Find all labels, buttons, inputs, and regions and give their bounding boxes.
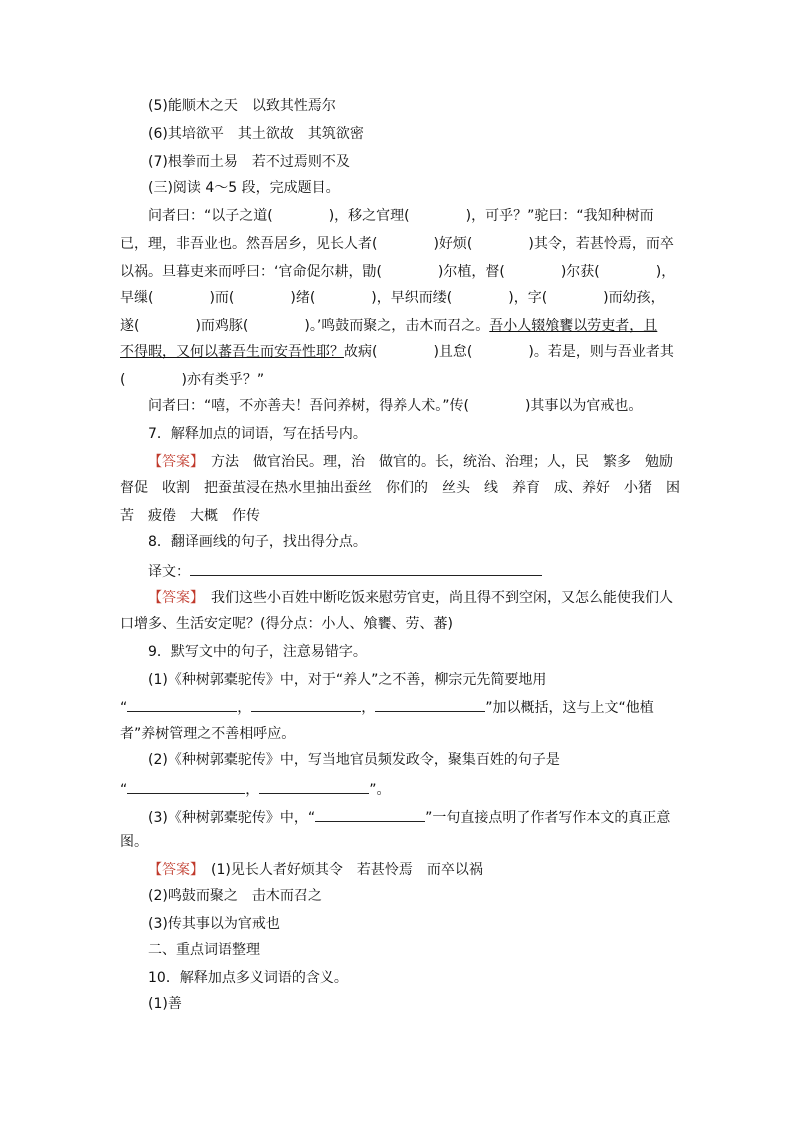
question-item-7: (7)根拳而土易 若不过焉则不及 (148, 154, 350, 170)
passage-line (120, 342, 680, 362)
answer-line: (2)鸣鼓而聚之 击木而召之 (148, 888, 322, 904)
passage-line (120, 316, 680, 336)
fill-blank-line: 图。 (120, 834, 148, 850)
underlined-sentence: 不得暇，又何以蕃吾生而安吾性耶？ (120, 344, 344, 360)
sub-question-1: (1)善 (148, 996, 182, 1012)
passage-line: 早缫( )而( )绪( )，早织而缕( )，字( )而幼孩， (120, 290, 665, 306)
underlined-sentence: 吾小人辍飧饔以劳吏者，且 (489, 318, 658, 334)
answer-text: 方法 做官治民。理，治 做官的。长，统治、治理；人，民 繁多 勉励 (211, 454, 673, 470)
quote-mark: “ (120, 700, 128, 716)
passage-line: 问者曰：“以子之道( )，移之官理( )，可乎？”驼曰：“我知种树而 (148, 208, 654, 224)
question-item-6: (6)其培欲平 其土欲故 其筑欲密 (148, 126, 364, 142)
separator: ， (245, 782, 260, 798)
section-heading-2: 二、重点词语整理 (148, 942, 260, 958)
answer-line (148, 860, 708, 880)
passage-text: 故病( )且怠( )。若是，则与吾业者其 (344, 344, 674, 360)
translation-blank (190, 560, 542, 576)
answer-text: 我们这些小百姓中断吃饭来慰劳官吏，尚且得不到空闲，又怎么能使我们人 (211, 590, 673, 606)
answer-tag: 【答案】 (148, 862, 197, 878)
answer-blank (259, 778, 369, 794)
answer-blank (127, 696, 237, 712)
answer-line (148, 588, 708, 608)
answer-line: 口增多、生活安定呢？(得分点：小人、飧饔、劳、蕃) (120, 616, 453, 632)
answer-line: (3)传其事以为官戒也 (148, 916, 280, 932)
answer-line: 督促 收割 把蚕茧浸在热水里抽出蚕丝 你们的 丝头 线 养育 成、养好 小猪 困 (120, 480, 680, 496)
fill-blank-line (120, 778, 680, 800)
answer-blank (251, 696, 361, 712)
question-7: 7．解释加点的词语，写在括号内。 (148, 426, 367, 442)
answer-blank (375, 696, 485, 712)
passage-line: 已，理，非吾业也。然吾居乡，见长人者( )好烦( )其令，若甚怜焉，而卒 (120, 236, 674, 252)
section-heading-3: (三)阅读 4～5 段，完成题目。 (148, 180, 340, 196)
fill-blank-tail: ”加以概括，这与上文“他植 (485, 700, 654, 716)
passage-text: 遂( )而鸡豚( )。’鸣鼓而聚之，击木而召之。 (120, 318, 490, 334)
question-8: 8．翻译画线的句子，找出得分点。 (148, 534, 367, 550)
fill-blank-tail: ”。 (369, 782, 391, 798)
answer-line (148, 452, 708, 472)
separator: ， (237, 700, 252, 716)
fill-blank-tail: ”一句直接点明了作者写作本文的真正意 (425, 810, 671, 826)
passage-line: 以祸。旦暮吏来而呼曰：‘官命促尔耕，勖( )尔植，督( )尔获( )， (120, 264, 676, 280)
passage-line: ( )亦有类乎？” (120, 372, 265, 388)
answer-blank (315, 806, 425, 822)
fill-blank-line (120, 696, 680, 718)
sub-question-3 (148, 806, 708, 828)
separator: ， (361, 700, 376, 716)
sub-question-2: (2)《种树郭橐驼传》中，写当地官员频发政令，聚集百姓的句子是 (148, 752, 560, 768)
sub-question-1: (1)《种树郭橐驼传》中，对于“养人”之不善，柳宗元先简要地用 (148, 672, 547, 688)
fill-blank-head: (3)《种树郭橐驼传》中，“ (148, 810, 316, 826)
question-item-5: (5)能顺木之天 以致其性焉尔 (148, 98, 336, 114)
translation-label: 译文： (148, 564, 190, 580)
answer-line: 苦 疲倦 大概 作传 (120, 508, 260, 524)
answer-blank (127, 778, 245, 794)
question-10: 10．解释加点多义词语的含义。 (148, 970, 348, 986)
answer-text: (1)见长人者好烦其令 若甚怜焉 而卒以祸 (211, 862, 483, 878)
quote-mark: “ (120, 782, 128, 798)
translation-line (148, 560, 708, 582)
answer-tag: 【答案】 (148, 590, 197, 606)
passage-line: 问者曰：“嘻，不亦善夫！吾问养树，得养人术。”传( )其事以为官戒也。 (148, 398, 643, 414)
answer-tag: 【答案】 (148, 454, 197, 470)
question-9: 9．默写文中的句子，注意易错字。 (148, 644, 367, 660)
fill-blank-line: 者”养树管理之不善相呼应。 (120, 726, 296, 742)
